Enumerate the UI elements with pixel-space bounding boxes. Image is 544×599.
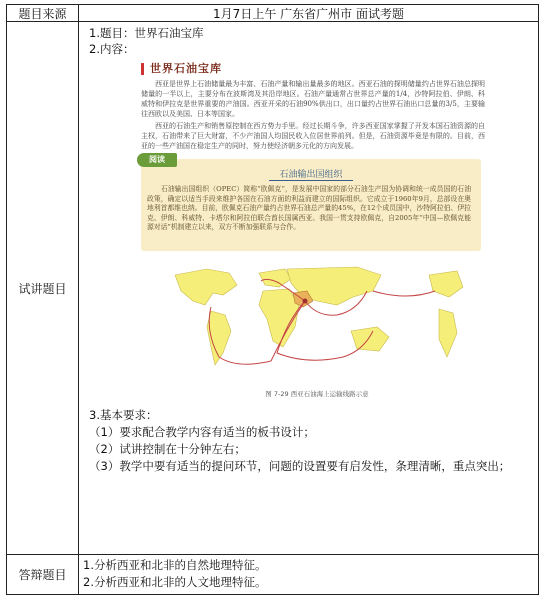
requirements-title: 3.基本要求： bbox=[89, 408, 158, 422]
source-value: 1月7日上午 广东省广州市 面试考题 bbox=[213, 6, 404, 21]
world-map-graphic bbox=[167, 261, 467, 379]
trial-content-label: 2.内容： bbox=[89, 42, 135, 56]
title-bar-mark bbox=[141, 63, 144, 75]
map-caption: 图 7-29 西亚石油海上运输线路示意 bbox=[265, 390, 369, 398]
oil-route-map bbox=[167, 261, 467, 398]
requirement-item: （2）试讲控制在十分钟左右； bbox=[89, 442, 246, 456]
requirement-item: （1）要求配合教学内容有适当的板书设计； bbox=[89, 425, 315, 439]
defense-item: 1.分析西亚和北非的自然地理特征。 bbox=[83, 558, 267, 572]
reading-text: 石油输出国组织（OPEC）简称“欧佩克”，是发展中国家的部分石油生产国为协调和统一成员国的石油政策，确定以适当手段来维护各国在石油方面的利益而建立的国际组织。它成立于1960年9月，总部设在奥地利首都维也纳。目前，欧佩克石油产量约占世界石油总产量的45%，在12个成员国中，沙特阿拉伯、伊拉克、伊朗、科威特、卡塔尔和阿拉伯联合酋长国属西亚。我国一贯支持欧佩克，自2005年“中国—欧佩克能源对话”机制建立以来，双方不断加强联系与合作。 bbox=[147, 185, 471, 231]
requirements-block bbox=[89, 407, 538, 474]
scan-title: 世界石油宝库 bbox=[150, 62, 222, 75]
scan-paragraph-1: 西亚是世界上石油储量最为丰富、石油产量和输出量最多的地区。西亚石油的探明储量约占世界石油总探明储量的一半以上，主要分布在波斯湾及其沿岸地区。石油产量通常占世界总产量的1/4，沙特阿拉伯、伊朗、科威特和伊拉克是世界重要的产油国。西亚开采的石油90%供出口，出口量约占世界石油出口总量的3/5，主要输往西欧以及美国、日本等国家。 bbox=[141, 80, 485, 118]
defense-label: 答辩题目 bbox=[18, 568, 67, 582]
reading-title: 石油输出国组织 bbox=[269, 170, 352, 181]
trial-label-cell bbox=[7, 22, 79, 555]
reading-badge: 阅读 bbox=[137, 153, 177, 167]
persian-gulf-marker bbox=[303, 299, 308, 304]
exam-table bbox=[6, 4, 539, 595]
trial-label: 试讲题目 bbox=[18, 281, 67, 296]
reading-tag bbox=[137, 153, 177, 167]
defense-item: 2.分析西亚和北非的人文地理特征。 bbox=[83, 575, 267, 589]
source-label-cell bbox=[7, 5, 79, 22]
defense-content-cell bbox=[79, 555, 538, 594]
defense-label-cell bbox=[7, 555, 79, 594]
scan-paragraph-2: 西亚的石油生产和销售原控制在西方势力手里。经过长期斗争，许多西亚国家掌握了开发本国石油资源的自主权，石油带来了巨大财富，不少产油国人均国民收入位居世界前列。但是，石油资源毕竟是有限的。目前，西亚的一些产油国在稳定生产的同时，努力使经济朝多元化的方向发展。 bbox=[141, 122, 485, 150]
trial-content-cell bbox=[79, 22, 538, 555]
source-label: 题目来源 bbox=[18, 6, 67, 21]
reading-title-row bbox=[147, 167, 475, 183]
trial-topic: 1.题目：世界石油宝库 bbox=[89, 26, 204, 40]
textbook-scan bbox=[141, 61, 489, 399]
reading-box bbox=[141, 155, 481, 251]
source-value-cell bbox=[79, 5, 538, 22]
scan-title-row bbox=[141, 61, 489, 77]
requirement-item: （3）教学中要有适当的提问环节，问题的设置要有启发性，条理清晰，重点突出； bbox=[89, 459, 511, 473]
